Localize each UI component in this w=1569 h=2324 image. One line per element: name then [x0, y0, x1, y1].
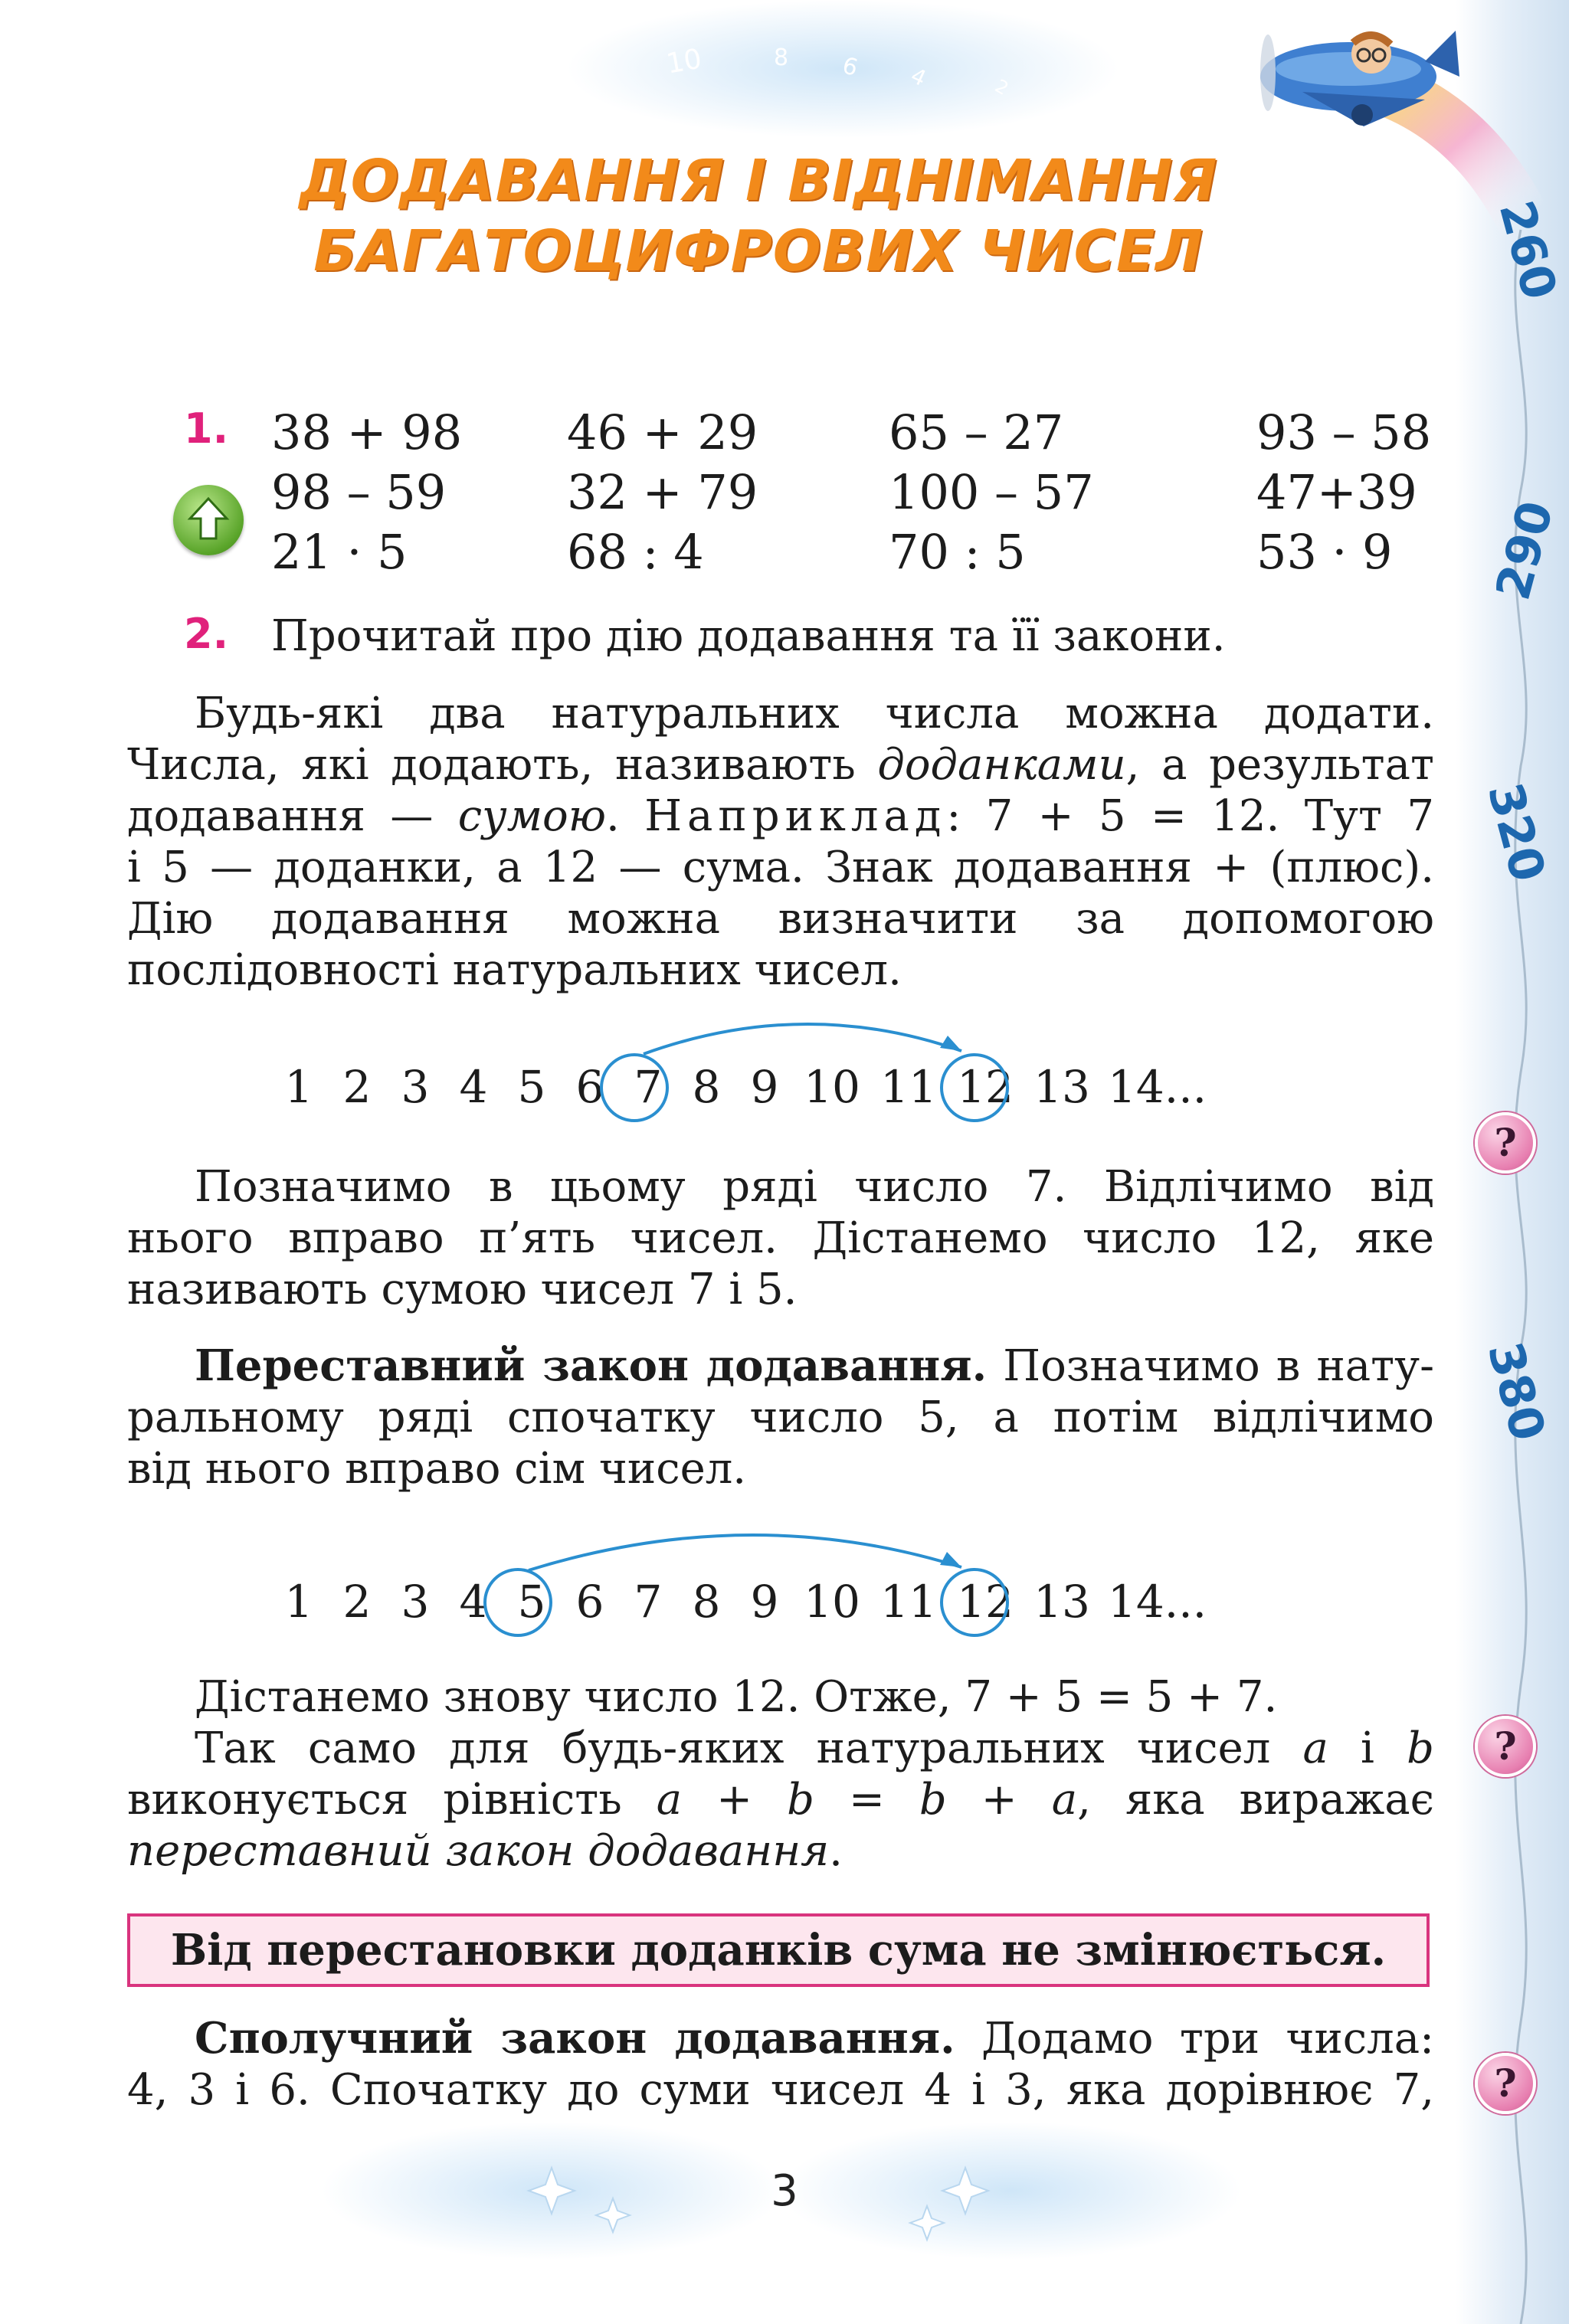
text-line [127, 1825, 1434, 1877]
question-icon[interactable]: ? [1475, 1112, 1536, 1173]
law-heading: Сполучний закон додавання. [195, 2013, 955, 2064]
paragraph [127, 1671, 1434, 1877]
text-span: і [1328, 1723, 1407, 1773]
expression: 46 + 29 [567, 404, 758, 460]
sequence-number: 14... [1108, 1576, 1207, 1628]
text-span: Так само для будь-яких натуральних чисел [195, 1723, 1303, 1773]
expression: 38 + 98 [271, 404, 463, 460]
text-span: . [829, 1826, 843, 1876]
sequence-number: 9 [750, 1061, 779, 1113]
text-line [127, 2013, 1434, 2064]
sequence-number: 3 [401, 1061, 430, 1113]
text-line: Позначимо в цьому ряді число 7. Відлічимо від [195, 1162, 1434, 1212]
sequence-number: 2 [342, 1576, 372, 1628]
text-span: Додамо три числа: [955, 2014, 1434, 2064]
sequence-number: 11 [880, 1061, 937, 1113]
circle-mark-12 [942, 1570, 1007, 1635]
sky-digit: 4 [906, 62, 930, 92]
title-line-1: ДОДАВАННЯ І ВІДНІМАННЯ [299, 148, 1218, 214]
side-number: 380 [1476, 1336, 1557, 1447]
text-line: нього вправо п’ять чисел. Дістанемо число 12, яке [127, 1213, 1434, 1263]
expression: 93 – 58 [1256, 404, 1432, 460]
sequence-number-highlighted: 7 [634, 1061, 663, 1113]
sequence-number-highlighted: 12 [957, 1061, 1014, 1113]
spaced-word: Наприклад [644, 791, 947, 841]
sequence-number: 9 [750, 1576, 779, 1628]
sequence-number-highlighted: 12 [957, 1576, 1014, 1628]
text-line: послідовності натуральних чисел. [127, 945, 902, 995]
sequence-number: 5 [517, 1061, 546, 1113]
sky-digit: 10 [663, 43, 705, 80]
text-span: Позначимо в нату- [987, 1341, 1435, 1391]
sequence-number: 4 [459, 1061, 488, 1113]
sequence-number-highlighted: 5 [517, 1576, 546, 1628]
text-span: : 7 + 5 = 12. Тут 7 [946, 791, 1434, 841]
sequence-number: 2 [342, 1061, 372, 1113]
paragraph [127, 2013, 1434, 2116]
sequence-number: 3 [401, 1576, 430, 1628]
expression: 53 · 9 [1256, 524, 1393, 580]
text-line: ральному ряді спочатку число 5, а потім відлічимо [127, 1393, 1434, 1442]
sequence-number: 4 [459, 1576, 488, 1628]
side-number: 320 [1476, 777, 1557, 888]
sequence-number: 1 [284, 1576, 313, 1628]
expression: 32 + 79 [567, 464, 758, 520]
title-line-2: БАГАТОЦИФРОВИХ ЧИСЕЛ [313, 218, 1204, 284]
sky-digit: 8 [774, 44, 789, 71]
exercise-text: Прочитай про дію додавання та її закони. [271, 611, 1226, 661]
expression: 70 : 5 [889, 524, 1026, 580]
sequence-number: 6 [575, 1061, 604, 1113]
expression: 68 : 4 [567, 524, 704, 580]
text-span: додавання — [127, 791, 458, 841]
side-number: 290 [1484, 495, 1564, 606]
circle-mark-5 [485, 1570, 551, 1635]
expression: 98 – 59 [271, 464, 447, 520]
text-line: Будь-які два натуральних числа можна додати. [195, 689, 1434, 738]
text-span: виконується рівність [127, 1775, 657, 1825]
sequence-number: 7 [634, 1576, 663, 1628]
arc-arrow [529, 1535, 961, 1570]
text-line [127, 1774, 1434, 1825]
exercise-number: 2. [184, 610, 229, 658]
text-line: Дію додавання можна визначити за допомогою [127, 894, 1434, 944]
variable: b [1407, 1723, 1434, 1773]
variable: a [1302, 1723, 1328, 1773]
side-number: 260 [1488, 195, 1568, 306]
expression: 21 · 5 [271, 524, 408, 580]
sequence-number: 10 [804, 1576, 860, 1628]
text-span: . [606, 791, 645, 841]
text-span: , яка виражає [1077, 1775, 1434, 1825]
text-span: , а результат [1125, 740, 1434, 790]
sequence-number: 8 [692, 1576, 721, 1628]
sequence-number: 13 [1033, 1576, 1090, 1628]
arrowhead-icon [940, 1552, 961, 1567]
expression: 47+39 [1256, 464, 1417, 520]
term-emphasis: доданками [877, 740, 1126, 790]
rule-box: Від перестановки доданків сума не змінюється. [127, 1913, 1430, 1987]
term-emphasis: сумою [457, 791, 607, 841]
law-heading: Переставний закон додавання. [195, 1340, 988, 1391]
text-line: 4, 3 і 6. Спочатку до суми чисел 4 і 3, яка дорівнює 7, [127, 2065, 1434, 2115]
sequence-number: 11 [880, 1576, 937, 1628]
sequence-number: 13 [1033, 1061, 1090, 1113]
text-span: Числа, які додають, називають [127, 740, 878, 790]
sequence-number: 8 [692, 1061, 721, 1113]
question-icon[interactable]: ? [1475, 1716, 1536, 1777]
exercise-number: 1. [184, 404, 229, 453]
text-line: і 5 — доданки, а 12 — сума. Знак додавання + (плюс). [127, 843, 1434, 892]
page-number: 3 [771, 2166, 798, 2216]
text-line: від нього вправо сім чисел. [127, 1444, 747, 1494]
sequence-number: 1 [284, 1061, 313, 1113]
sequence-number: 10 [804, 1061, 860, 1113]
equation: a + b = b + a [656, 1775, 1078, 1825]
sequence-number: 6 [575, 1576, 604, 1628]
sky-digit: 2 [991, 75, 1013, 100]
expression: 100 – 57 [889, 464, 1094, 520]
expression: 65 – 27 [889, 404, 1064, 460]
text-line [127, 1723, 1434, 1774]
term-emphasis: переставний закон додавання [127, 1826, 830, 1876]
text-line: називають сумою чисел 7 і 5. [127, 1265, 798, 1314]
sky-digit: 6 [839, 52, 861, 82]
text-line: Дістанемо знову число 12. Отже, 7 + 5 = 5 + 7. [195, 1672, 1278, 1722]
question-icon[interactable]: ? [1475, 2053, 1536, 2114]
sequence-number: 14... [1108, 1061, 1207, 1113]
